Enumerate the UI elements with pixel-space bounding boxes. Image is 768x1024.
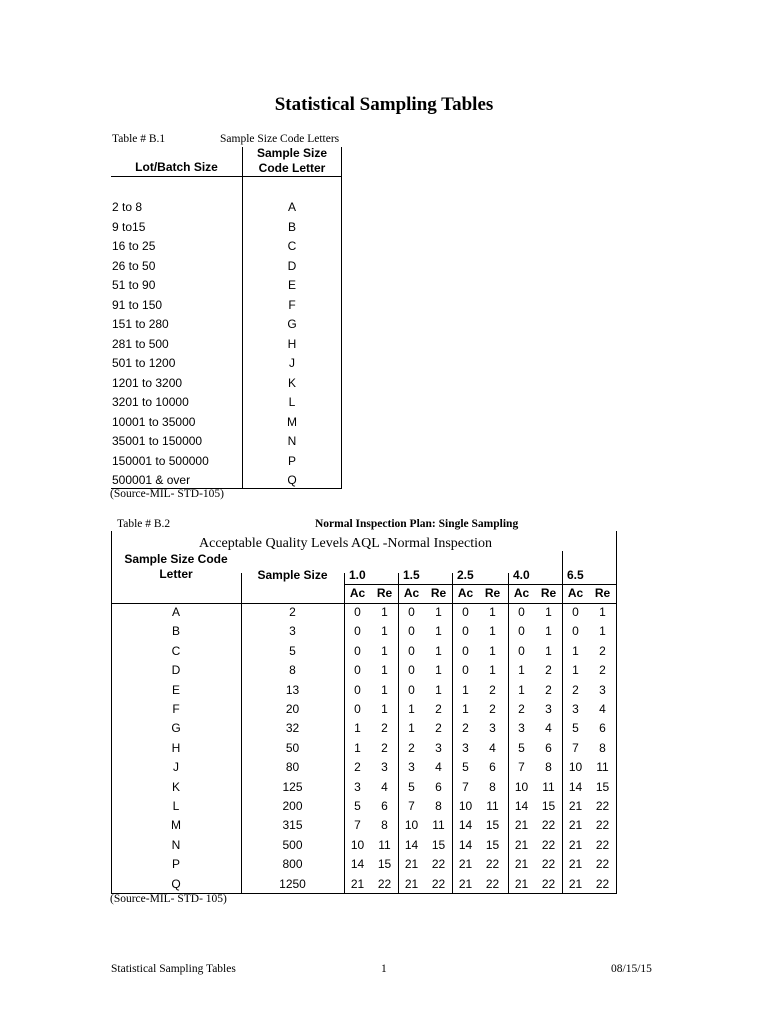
accept-number-cell: 21 — [514, 818, 529, 833]
code-letter-cell: M — [287, 414, 297, 429]
code-letter-cell: B — [171, 624, 180, 639]
accept-number-cell: 1 — [572, 643, 579, 658]
reject-number-cell: 8 — [545, 760, 552, 775]
sample-size-cell: 1250 — [279, 876, 306, 891]
code-letter-cell: F — [288, 297, 296, 312]
accept-number-cell: 14 — [458, 837, 473, 852]
table-b2-header-size: Sample Size — [257, 568, 328, 582]
reject-number-cell: 15 — [377, 857, 392, 872]
accept-number-cell: 0 — [354, 663, 361, 678]
reject-number-cell: 6 — [435, 779, 442, 794]
reject-number-cell: 1 — [489, 643, 496, 658]
reject-number-cell: 22 — [485, 876, 500, 891]
lot-size-cell: 10001 to 35000 — [112, 414, 196, 429]
code-letter-cell: F — [172, 702, 180, 716]
table-row — [111, 200, 342, 220]
accept-header: Ac — [513, 586, 530, 600]
table-row — [111, 818, 617, 837]
sample-size-cell: 20 — [285, 702, 300, 716]
code-letter-cell: N — [171, 837, 181, 852]
accept-number-cell: 0 — [408, 643, 415, 658]
accept-number-cell: 7 — [408, 799, 415, 813]
reject-header: Re — [540, 586, 557, 600]
accept-number-cell: 7 — [518, 760, 525, 775]
accept-number-cell: 0 — [518, 624, 525, 639]
accept-number-cell: 0 — [354, 643, 361, 658]
reject-header: Re — [376, 586, 393, 600]
reject-number-cell: 1 — [435, 643, 442, 658]
reject-number-cell: 2 — [599, 663, 606, 678]
accept-number-cell: 0 — [354, 605, 361, 619]
reject-number-cell: 3 — [545, 702, 552, 716]
reject-number-cell: 22 — [541, 876, 556, 891]
accept-number-cell: 2 — [354, 760, 361, 775]
lot-size-cell: 500001 & over — [112, 473, 191, 487]
reject-number-cell: 2 — [489, 682, 496, 697]
accept-number-cell: 14 — [350, 857, 365, 872]
accept-number-cell: 21 — [568, 818, 583, 833]
accept-number-cell: 21 — [458, 857, 473, 872]
accept-number-cell: 10 — [350, 837, 365, 852]
code-letter-cell: H — [171, 740, 181, 755]
reject-number-cell: 22 — [541, 837, 556, 852]
accept-number-cell: 0 — [462, 624, 469, 639]
code-letter-cell: K — [171, 779, 180, 794]
reject-number-cell: 2 — [381, 740, 388, 755]
table-row — [111, 663, 617, 682]
accept-number-cell: 2 — [572, 682, 579, 697]
accept-number-cell: 0 — [408, 682, 415, 697]
accept-number-cell: 2 — [408, 740, 415, 755]
table-row — [111, 434, 342, 454]
accept-number-cell: 7 — [462, 779, 469, 794]
reject-number-cell: 2 — [489, 702, 496, 716]
reject-number-cell: 22 — [541, 818, 556, 833]
reject-number-cell: 2 — [545, 663, 552, 678]
reject-number-cell: 8 — [435, 799, 442, 813]
reject-number-cell: 2 — [545, 682, 552, 697]
table-b2-aql-title: Acceptable Quality Levels AQL -Normal Inspection — [199, 536, 492, 551]
accept-header: Ac — [349, 586, 366, 600]
sample-size-cell: 800 — [282, 857, 303, 872]
table-row — [111, 741, 617, 760]
reject-number-cell: 3 — [435, 740, 442, 755]
reject-number-cell: 2 — [435, 721, 442, 736]
table-b1-caption-number: Table # B.1 — [112, 133, 166, 145]
sample-size-cell: 200 — [282, 799, 303, 813]
reject-number-cell: 11 — [486, 799, 499, 813]
accept-number-cell: 14 — [568, 779, 583, 794]
accept-number-cell: 1 — [518, 682, 525, 697]
accept-number-cell: 21 — [568, 876, 583, 891]
table-row — [111, 395, 342, 415]
table-row — [111, 624, 617, 643]
code-letter-cell: C — [287, 239, 297, 253]
reject-number-cell: 4 — [381, 779, 388, 794]
aql-level-header: 4.0 — [513, 568, 530, 582]
accept-number-cell: 5 — [572, 721, 579, 736]
lot-size-cell: 26 to 50 — [112, 258, 156, 273]
accept-number-cell: 10 — [458, 799, 473, 813]
accept-number-cell: 14 — [404, 837, 419, 852]
lot-size-cell: 51 to 90 — [112, 278, 156, 292]
accept-number-cell: 0 — [518, 643, 525, 658]
reject-number-cell: 15 — [485, 837, 500, 852]
reject-number-cell: 1 — [545, 624, 552, 639]
accept-number-cell: 3 — [518, 721, 525, 736]
code-letter-cell: E — [171, 682, 180, 697]
lot-size-cell: 16 to 25 — [112, 239, 156, 253]
table-row — [111, 317, 342, 337]
reject-number-cell: 22 — [595, 799, 610, 813]
sample-size-cell: 315 — [282, 818, 303, 833]
lot-size-cell: 91 to 150 — [112, 297, 163, 312]
reject-number-cell: 3 — [599, 682, 606, 697]
table-row — [111, 605, 617, 624]
code-letter-cell: D — [287, 258, 297, 273]
accept-number-cell: 3 — [462, 740, 469, 755]
table-row — [111, 415, 342, 435]
table-row — [111, 721, 617, 740]
reject-number-cell: 1 — [599, 624, 606, 639]
table-b1-header-lot: Lot/Batch Size — [135, 160, 218, 174]
reject-number-cell: 2 — [435, 702, 442, 716]
accept-number-cell: 0 — [408, 663, 415, 678]
lot-size-cell: 1201 to 3200 — [112, 375, 183, 390]
code-letter-cell: Q — [171, 876, 181, 891]
accept-number-cell: 1 — [462, 682, 469, 697]
reject-number-cell: 11 — [596, 760, 609, 775]
accept-number-cell: 0 — [354, 624, 361, 639]
accept-number-cell: 21 — [350, 876, 365, 891]
reject-number-cell: 22 — [377, 876, 392, 891]
table-row — [111, 278, 342, 298]
table-b1 — [111, 147, 342, 489]
reject-header: Re — [594, 586, 611, 600]
accept-number-cell: 5 — [462, 760, 469, 775]
accept-number-cell: 1 — [518, 663, 525, 678]
reject-number-cell: 3 — [381, 760, 388, 775]
reject-number-cell: 15 — [595, 779, 610, 794]
reject-number-cell: 4 — [545, 721, 552, 736]
code-letter-cell: P — [287, 453, 296, 468]
accept-number-cell: 0 — [462, 605, 469, 619]
code-letter-cell: B — [287, 219, 296, 234]
aql-level-header: 2.5 — [457, 568, 474, 582]
accept-header: Ac — [403, 586, 420, 600]
accept-number-cell: 7 — [572, 740, 579, 755]
sample-size-cell: 13 — [285, 682, 300, 697]
reject-number-cell: 1 — [381, 624, 388, 639]
table-b2-caption-title: Normal Inspection Plan: Single Sampling — [315, 518, 519, 530]
table-row — [111, 838, 617, 857]
accept-number-cell: 0 — [408, 605, 415, 619]
accept-number-cell: 1 — [354, 740, 361, 755]
table-row — [111, 259, 342, 279]
accept-number-cell: 0 — [354, 702, 361, 716]
table-row — [111, 702, 617, 721]
reject-number-cell: 1 — [489, 605, 496, 619]
code-letter-cell: A — [287, 200, 296, 214]
reject-number-cell: 1 — [435, 605, 442, 619]
accept-number-cell: 21 — [568, 857, 583, 872]
lot-size-cell: 3201 to 10000 — [112, 395, 189, 409]
footer-page-number: 1 — [381, 963, 387, 975]
accept-number-cell: 21 — [568, 837, 583, 852]
reject-number-cell: 1 — [489, 624, 496, 639]
reject-number-cell: 1 — [435, 682, 442, 697]
code-letter-cell: L — [172, 799, 180, 813]
table-row — [111, 356, 342, 376]
table-b1-source: (Source-MIL- STD-105) — [110, 488, 225, 500]
accept-number-cell: 1 — [572, 663, 579, 678]
accept-number-cell: 21 — [568, 799, 583, 813]
sample-size-cell: 2 — [289, 605, 296, 619]
accept-number-cell: 21 — [514, 837, 529, 852]
sample-size-cell: 5 — [289, 643, 296, 658]
lot-size-cell: 9 to15 — [112, 219, 146, 234]
sample-size-cell: 50 — [285, 740, 300, 755]
sample-size-cell: 3 — [289, 624, 296, 639]
reject-number-cell: 2 — [381, 721, 388, 736]
footer-title: Statistical Sampling Tables — [111, 963, 236, 975]
accept-number-cell: 0 — [572, 624, 579, 639]
reject-number-cell: 1 — [545, 605, 552, 619]
code-letter-cell: G — [171, 721, 181, 736]
reject-number-cell: 1 — [435, 624, 442, 639]
table-row — [111, 220, 342, 240]
aql-level-header: 1.5 — [403, 568, 420, 582]
reject-number-cell: 15 — [431, 837, 446, 852]
code-letter-cell: J — [289, 356, 295, 370]
lot-size-cell: 501 to 1200 — [112, 356, 176, 370]
reject-number-cell: 1 — [435, 663, 442, 678]
table-b2-level-rule — [344, 584, 617, 585]
table-b1-header-rule — [111, 176, 342, 177]
reject-number-cell: 22 — [595, 818, 610, 833]
reject-number-cell: 6 — [489, 760, 496, 775]
reject-number-cell: 4 — [489, 740, 496, 755]
accept-number-cell: 0 — [518, 605, 525, 619]
accept-number-cell: 2 — [518, 702, 525, 716]
reject-number-cell: 4 — [599, 702, 606, 716]
page-title: Statistical Sampling Tables — [274, 94, 494, 115]
reject-header: Re — [430, 586, 447, 600]
accept-number-cell: 14 — [514, 799, 529, 813]
table-b2-caption-number: Table # B.2 — [117, 518, 171, 530]
accept-number-cell: 1 — [462, 702, 469, 716]
table-row — [111, 644, 617, 663]
table-b1-caption-title: Sample Size Code Letters — [220, 133, 340, 145]
code-letter-cell: G — [287, 317, 297, 331]
reject-number-cell: 22 — [595, 837, 610, 852]
lot-size-cell: 35001 to 150000 — [112, 434, 203, 448]
sample-size-cell: 500 — [282, 837, 303, 852]
reject-number-cell: 22 — [485, 857, 500, 872]
accept-number-cell: 0 — [462, 643, 469, 658]
reject-number-cell: 1 — [381, 663, 388, 678]
table-row — [111, 298, 342, 318]
reject-number-cell: 22 — [595, 876, 610, 891]
code-letter-cell: P — [171, 857, 180, 872]
reject-number-cell: 15 — [485, 818, 500, 833]
lot-size-cell: 150001 to 500000 — [112, 453, 209, 468]
accept-number-cell: 2 — [462, 721, 469, 736]
reject-number-cell: 6 — [545, 740, 552, 755]
reject-number-cell: 1 — [545, 643, 552, 658]
reject-number-cell: 1 — [381, 682, 388, 697]
code-letter-cell: K — [287, 375, 296, 390]
reject-number-cell: 1 — [489, 663, 496, 678]
accept-number-cell: 0 — [354, 682, 361, 697]
reject-number-cell: 15 — [541, 799, 556, 813]
table-b2-header-code: Sample Size Code Letter — [124, 552, 228, 581]
accept-number-cell: 7 — [354, 818, 361, 833]
sample-size-cell: 125 — [282, 779, 303, 794]
accept-number-cell: 3 — [354, 779, 361, 794]
code-letter-cell: Q — [287, 473, 297, 487]
reject-number-cell: 8 — [381, 818, 388, 833]
reject-number-cell: 22 — [431, 857, 446, 872]
table-row — [111, 857, 617, 876]
accept-number-cell: 3 — [572, 702, 579, 716]
accept-number-cell: 10 — [568, 760, 583, 775]
accept-number-cell: 3 — [408, 760, 415, 775]
table-b2-header-rule — [111, 603, 617, 604]
table-row — [111, 239, 342, 259]
lot-size-cell: 281 to 500 — [112, 336, 169, 351]
code-letter-cell: L — [288, 395, 296, 409]
table-row — [111, 760, 617, 779]
accept-number-cell: 21 — [458, 876, 473, 891]
reject-number-cell: 1 — [381, 702, 388, 716]
reject-number-cell: 1 — [381, 605, 388, 619]
table-row — [111, 780, 617, 799]
sample-size-cell: 32 — [285, 721, 300, 736]
accept-number-cell: 21 — [404, 876, 419, 891]
code-letter-cell: A — [171, 605, 180, 619]
sample-size-cell: 8 — [289, 663, 296, 678]
accept-number-cell: 0 — [408, 624, 415, 639]
code-letter-cell: M — [171, 818, 181, 833]
reject-number-cell: 6 — [599, 721, 606, 736]
code-letter-cell: J — [173, 760, 179, 775]
table-row — [111, 376, 342, 396]
accept-number-cell: 5 — [354, 799, 361, 813]
code-letter-cell: E — [287, 278, 296, 292]
reject-number-cell: 2 — [599, 643, 606, 658]
lot-size-cell: 151 to 280 — [112, 317, 169, 331]
table-b2 — [111, 531, 617, 894]
table-b2-source: (Source-MIL- STD- 105) — [110, 893, 227, 905]
accept-number-cell: 0 — [572, 605, 579, 619]
code-letter-cell: D — [171, 663, 181, 678]
reject-number-cell: 11 — [432, 818, 445, 833]
accept-number-cell: 0 — [462, 663, 469, 678]
aql-level-header: 6.5 — [567, 568, 584, 582]
reject-header: Re — [484, 586, 501, 600]
sample-size-cell: 80 — [285, 760, 300, 775]
accept-header: Ac — [457, 586, 474, 600]
accept-number-cell: 10 — [404, 818, 419, 833]
lot-size-cell: 2 to 8 — [112, 200, 143, 214]
table-row — [111, 683, 617, 702]
reject-number-cell: 1 — [381, 643, 388, 658]
aql-level-header: 1.0 — [349, 568, 366, 582]
accept-header: Ac — [567, 586, 584, 600]
code-letter-cell: H — [287, 336, 297, 351]
code-letter-cell: C — [171, 643, 181, 658]
reject-number-cell: 8 — [489, 779, 496, 794]
accept-number-cell: 10 — [514, 779, 529, 794]
footer-date: 08/15/15 — [611, 963, 652, 975]
accept-number-cell: 14 — [458, 818, 473, 833]
reject-number-cell: 3 — [489, 721, 496, 736]
reject-number-cell: 4 — [435, 760, 442, 775]
reject-number-cell: 6 — [381, 799, 388, 813]
table-row — [111, 799, 617, 818]
reject-number-cell: 22 — [595, 857, 610, 872]
accept-number-cell: 21 — [514, 857, 529, 872]
reject-number-cell: 11 — [378, 837, 391, 852]
reject-number-cell: 22 — [541, 857, 556, 872]
reject-number-cell: 22 — [431, 876, 446, 891]
accept-number-cell: 21 — [514, 876, 529, 891]
code-letter-cell: N — [287, 434, 297, 448]
accept-number-cell: 1 — [408, 702, 415, 716]
reject-number-cell: 1 — [599, 605, 606, 619]
accept-number-cell: 1 — [354, 721, 361, 736]
accept-number-cell: 5 — [518, 740, 525, 755]
reject-number-cell: 11 — [542, 779, 555, 794]
accept-number-cell: 1 — [408, 721, 415, 736]
table-row — [111, 337, 342, 357]
accept-number-cell: 21 — [404, 857, 419, 872]
table-b1-header-code: Sample Size Code Letter — [256, 146, 328, 175]
table-row — [111, 454, 342, 474]
reject-number-cell: 8 — [599, 740, 606, 755]
accept-number-cell: 5 — [408, 779, 415, 794]
